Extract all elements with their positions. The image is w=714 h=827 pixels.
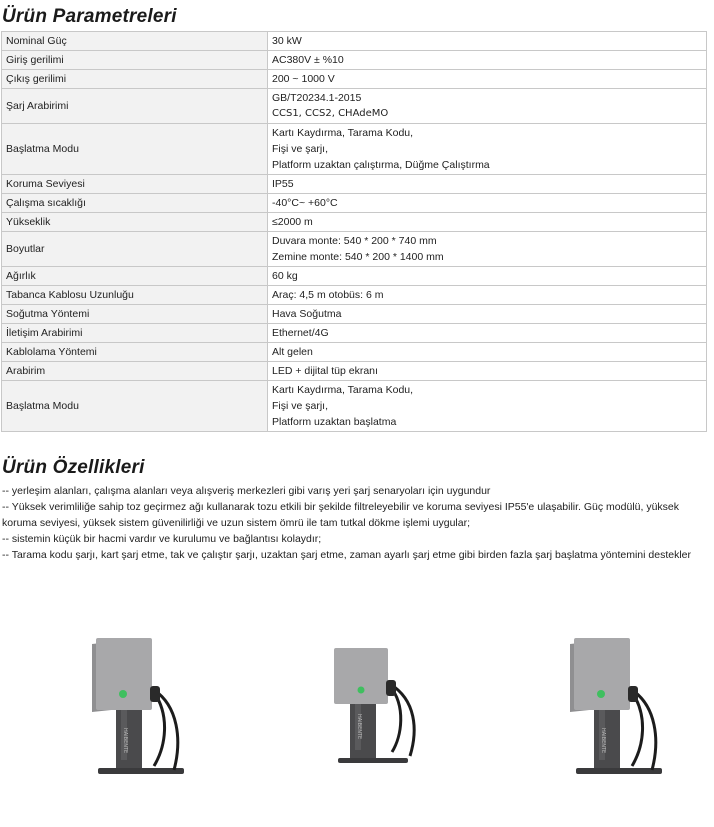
param-value-line: 30 kW <box>272 35 302 47</box>
param-value-line: Ethernet/4G <box>272 327 329 339</box>
param-value-line: Araç: 4,5 m otobüs: 6 m <box>272 289 384 301</box>
param-value <box>268 267 707 286</box>
table-row <box>2 362 707 381</box>
param-value-line: Fişi ve şarjı, <box>272 400 329 412</box>
param-value <box>268 89 707 124</box>
param-label: Ağırlık <box>2 267 268 286</box>
param-value <box>268 286 707 305</box>
charging-gun-icon <box>628 686 638 702</box>
pedestal-brand-text: HAIBENTE <box>122 728 128 754</box>
param-label: Arabirim <box>2 362 268 381</box>
table-row <box>2 51 707 70</box>
param-value-line: Platform uzaktan başlatma <box>272 416 397 428</box>
charger-body <box>574 638 630 710</box>
param-label: Tabanca Kablosu Uzunluğu <box>2 286 268 305</box>
param-value-line: Platform uzaktan çalıştırma, Düğme Çalıştırma <box>272 159 490 171</box>
base-plate <box>338 758 408 763</box>
param-value <box>268 70 707 89</box>
table-row <box>2 267 707 286</box>
parameters-table <box>1 31 707 432</box>
table-row <box>2 194 707 213</box>
param-value <box>268 213 707 232</box>
param-value-line: 200 ~ 1000 V <box>272 73 335 85</box>
param-value <box>268 305 707 324</box>
param-value <box>268 343 707 362</box>
param-value-line: Alt gelen <box>272 346 313 358</box>
param-value-line: 60 kg <box>272 270 298 282</box>
param-label: Soğutma Yöntemi <box>2 305 268 324</box>
features-title: Ürün Özellikleri <box>2 457 145 478</box>
param-value <box>268 175 707 194</box>
param-value <box>268 194 707 213</box>
param-value <box>268 324 707 343</box>
param-value-line: IP55 <box>272 178 294 190</box>
status-led-icon <box>119 690 127 698</box>
param-value-line: LED + dijital tüp ekranı <box>272 365 378 377</box>
param-value <box>268 124 707 175</box>
table-row <box>2 305 707 324</box>
param-label: Boyutlar <box>2 232 268 267</box>
table-row <box>2 175 707 194</box>
param-label: Koruma Seviyesi <box>2 175 268 194</box>
table-row <box>2 324 707 343</box>
table-row <box>2 343 707 362</box>
param-value-line: Zemine monte: 540 * 200 * 1400 mm <box>272 251 444 263</box>
charger-body <box>96 638 152 710</box>
base-plate <box>576 768 662 774</box>
feature-item: -- Tarama kodu şarjı, kart şarj etme, tak ve çalıştır şarjı, uzaktan şarj etme, zaman ayarlı şarj etme gibi birden fazla şarj başlatma yöntemini destekler <box>2 549 691 561</box>
param-value-line: Kartı Kaydırma, Tarama Kodu, <box>272 384 414 396</box>
param-value-line: Kartı Kaydırma, Tarama Kodu, <box>272 127 414 139</box>
charger-image-wall <box>322 620 432 780</box>
param-value-line: ≤2000 m <box>272 216 313 228</box>
table-row <box>2 70 707 89</box>
charger-image-floor-right <box>566 620 676 780</box>
table-row <box>2 381 707 432</box>
param-value <box>268 381 707 432</box>
param-value-line: CCS1, CCS2, CHAdeMO <box>272 108 389 119</box>
charging-gun-icon <box>150 686 160 702</box>
base-plate <box>98 768 184 774</box>
param-label: Yükseklik <box>2 213 268 232</box>
param-value-line: Hava Soğutma <box>272 308 342 320</box>
param-value-line: GB/T20234.1-2015 <box>272 92 362 104</box>
table-row <box>2 124 707 175</box>
table-row <box>2 232 707 267</box>
features-list <box>2 483 710 563</box>
param-label: Nominal Güç <box>2 32 268 51</box>
table-row <box>2 89 707 124</box>
status-led-icon <box>597 690 605 698</box>
param-value-line: AC380V ± %10 <box>272 54 344 66</box>
param-value <box>268 232 707 267</box>
charger-image-floor-left <box>88 620 198 780</box>
param-value <box>268 362 707 381</box>
feature-item: -- Yüksek verimliliğe sahip toz geçirmez ağı kullanarak tozu etkili bir şekilde filtreleyebilir ve koruma seviyesi IP55'e ulaşabilir. Güç modülü, yüksek koruma seviyesi, yüksek sistem güvenilirliği ve uzun sistem ömrü ile tam tutkal dökme işlemi uygular; <box>2 501 680 529</box>
param-value-line: Duvara monte: 540 * 200 * 740 mm <box>272 235 437 247</box>
pedestal-brand-text: HAIBENTE <box>356 714 362 740</box>
param-label: Çalışma sıcaklığı <box>2 194 268 213</box>
param-label: Kablolama Yöntemi <box>2 343 268 362</box>
product-images <box>0 620 714 810</box>
param-value-line: Fişi ve şarjı, <box>272 143 329 155</box>
param-label: Başlatma Modu <box>2 124 268 175</box>
feature-item: -- yerleşim alanları, çalışma alanları veya alışveriş merkezleri gibi varış yeri şarj senaryoları için uygundur <box>2 485 491 497</box>
param-value-line: -40°C~ +60°C <box>272 197 338 209</box>
parameters-title: Ürün Parametreleri <box>2 6 177 27</box>
status-led-icon <box>358 687 365 694</box>
param-label: Başlatma Modu <box>2 381 268 432</box>
pedestal-brand-text: HAIBENTE <box>600 728 606 754</box>
param-value <box>268 51 707 70</box>
param-label: Giriş gerilimi <box>2 51 268 70</box>
charger-body <box>334 648 388 704</box>
param-label: Çıkış gerilimi <box>2 70 268 89</box>
charging-gun-icon <box>386 680 396 696</box>
table-row <box>2 286 707 305</box>
param-label: Şarj Arabirimi <box>2 89 268 124</box>
param-label: İletişim Arabirimi <box>2 324 268 343</box>
table-row <box>2 32 707 51</box>
param-value <box>268 32 707 51</box>
feature-item: -- sistemin küçük bir hacmi vardır ve kurulumu ve bağlantısı kolaydır; <box>2 533 322 545</box>
table-row <box>2 213 707 232</box>
